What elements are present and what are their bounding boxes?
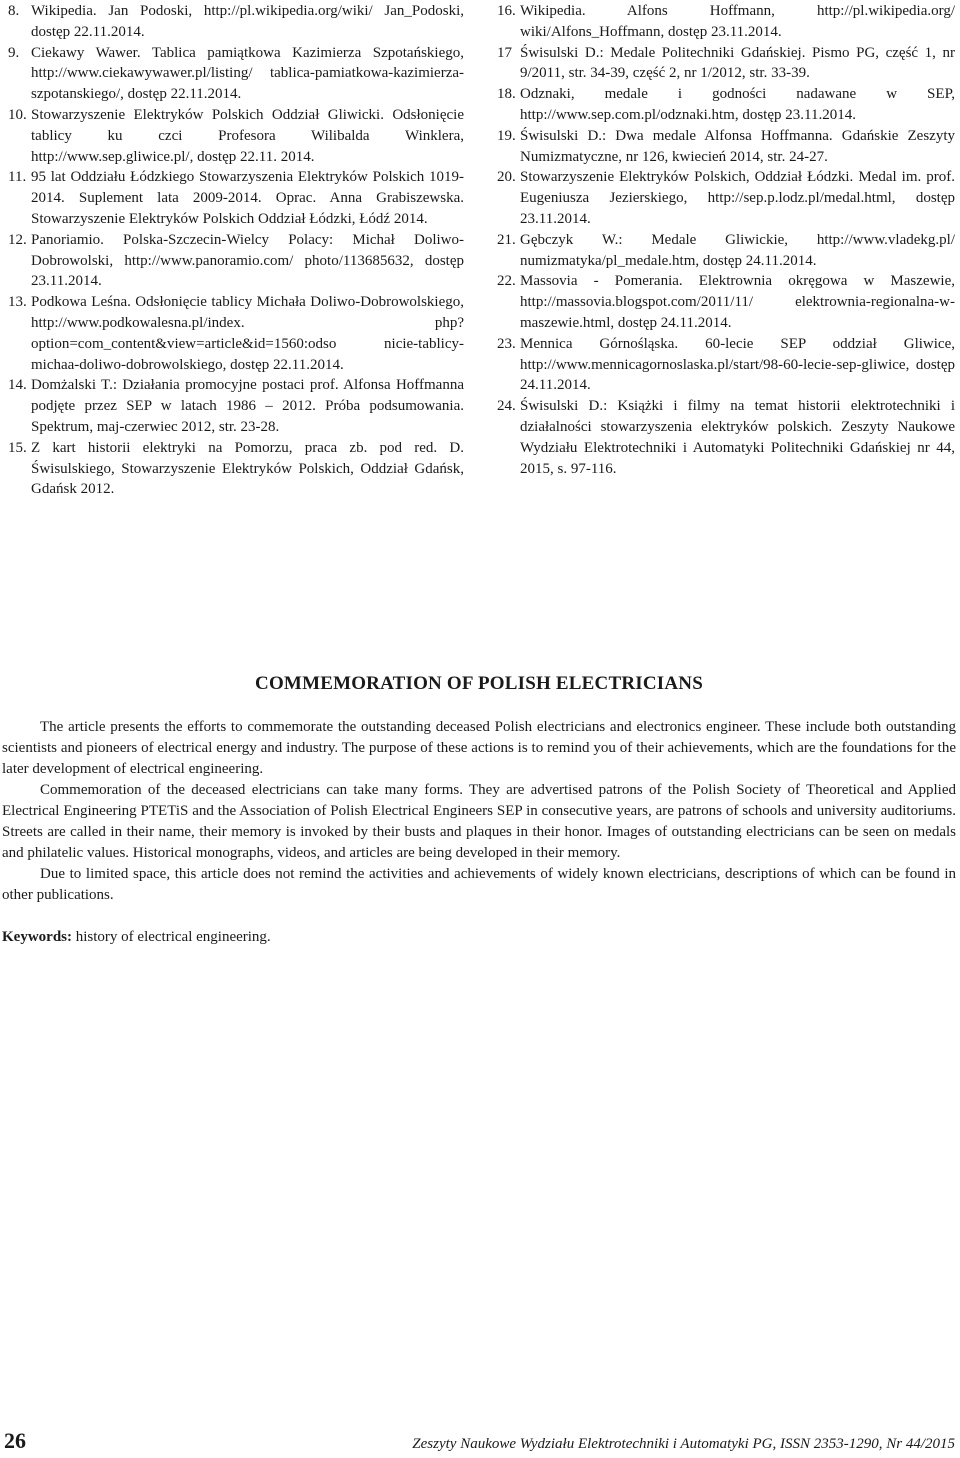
- reference-number: 8.: [8, 3, 20, 19]
- reference-number: 15.: [8, 439, 27, 456]
- reference-number: 21.: [497, 231, 516, 248]
- reference-item: [8, 1, 464, 43]
- abstract-title: COMMEMORATION OF POLISH ELECTRICIANS: [255, 673, 703, 694]
- reference-item: [8, 438, 464, 500]
- reference-text: Stowarzyszenie Elektryków Polskich, Oddział Łódzki. Medal im. prof. Eugeniusza Jezierskiego, http://sep.p.lodz.pl/medal.html, dostęp 23.11.2014.: [520, 169, 955, 227]
- reference-text: Świsulski D.: Medale Politechniki Gdańskiej. Pismo PG, część 1, nr 9/2011, str. 34-39, część 2, nr 1/2012, str. 33-39.: [520, 44, 955, 82]
- reference-number: 19.: [497, 127, 516, 144]
- reference-item: [8, 292, 464, 375]
- reference-item: [8, 43, 464, 105]
- reference-number: 12.: [8, 231, 27, 248]
- reference-text: Mennica Górnośląska. 60-lecie SEP oddział Gliwice, http://www.mennicagornoslaska.pl/start/98-60-lecie-sep-gliwice, dostęp 24.11.2014.: [520, 335, 955, 394]
- reference-item: [8, 105, 464, 167]
- keywords-text: history of electrical engineering.: [72, 929, 271, 945]
- page-number: 26: [4, 1428, 26, 1453]
- reference-item: [497, 1, 955, 43]
- reference-item: [497, 271, 955, 333]
- reference-item: [497, 396, 955, 479]
- reference-number: 14.: [8, 377, 27, 394]
- reference-number: 13.: [8, 294, 27, 311]
- reference-number: 23.: [497, 335, 516, 352]
- journal-citation: Zeszyty Naukowe Wydziału Elektrotechniki i Automatyki PG, ISSN 2353-1290, Nr 44/2015: [412, 1436, 955, 1452]
- reference-number: 22.: [497, 273, 516, 290]
- references-column-left: [8, 1, 464, 500]
- reference-text: Domżalski T.: Działania promocyjne postaci prof. Alfonsa Hoffmanna podjęte przez SEP w latach 1986 – 2012. Próba podsumowania. Spektrum, maj-czerwiec 2012, str. 23-28.: [31, 377, 464, 435]
- reference-text: Ciekawy Wawer. Tablica pamiątkowa Kazimierza Szpotańskiego, http://www.ciekawywawer.pl/listing/ tablica-pamiatkowa-kazimierza-szpotanskiego/, dostęp 22.11.2014.: [31, 44, 464, 103]
- reference-item: [497, 126, 955, 168]
- references-section: [0, 0, 960, 640]
- reference-text: 95 lat Oddziału Łódzkiego Stowarzyszenia Elektryków Polskich 1019-2014. Suplement lata 2009-2014. Oprac. Anna Grabiszewska. Stowarzyszenie Elektryków Polskich Oddział Łódzki, Łódź 2014.: [31, 169, 464, 227]
- reference-item: [8, 375, 464, 437]
- keywords-label: Keywords:: [2, 929, 72, 945]
- keywords-line: [2, 927, 956, 948]
- reference-text: Z kart historii elektryki na Pomorzu, praca zb. pod red. D. Świsulskiego, Stowarzyszenie Elektryków Polskich, Oddział Gdańsk, Gdańsk 2012.: [31, 439, 464, 498]
- abstract-paragraph: Commemoration of the deceased electricians can take many forms. They are advertised patrons of the Polish Society of Theoretical and Applied Electrical Engineering PTETiS and the Association of Polish Electrical Engineers SEP in consecutive years, are patrons of schools and university auditoriums. Streets are called in their name, their memory is invoked by their busts and plaques in their honor. Images of outstanding electricians can be seen on medals and philatelic values. Historical monographs, videos, and articles are being developed in their memory.: [2, 782, 956, 861]
- reference-number: 20.: [497, 169, 516, 186]
- english-abstract: [2, 670, 956, 948]
- reference-text: Gębczyk W.: Medale Gliwickie, http://www.vladekg.pl/ numizmatyka/pl_medale.htm, dostęp 24.11.2014.: [520, 231, 955, 269]
- reference-text: Odznaki, medale i godności nadawane w SEP, http://www.sep.com.pl/odznaki.htm, dostęp 23.11.2014.: [520, 86, 955, 123]
- reference-item: [497, 84, 955, 126]
- reference-text: Świsulski D.: Książki i filmy na temat historii elektrotechniki i działalności stowarzyszenia elektryków polskich. Zeszyty Naukowe Wydziału Elektrotechniki i Automatyki Politechniki Gdańskiej nr 44, 2015, s. 97-116.: [520, 398, 955, 477]
- reference-item: [497, 230, 955, 272]
- references-column-right: [497, 1, 955, 479]
- reference-number: 17: [497, 44, 512, 61]
- reference-item: [497, 167, 955, 229]
- abstract-paragraph: The article presents the efforts to commemorate the outstanding deceased Polish electricians and electronics engineer. These include both outstanding scientists and pioneers of electrical energy and industry. The purpose of these actions is to remind you of their achievements, which are the foundations for the later development of electrical engineering.: [2, 719, 956, 777]
- reference-number: 9.: [8, 44, 20, 61]
- reference-text: Świsulski D.: Dwa medale Alfonsa Hoffmanna. Gdańskie Zeszyty Numizmatyczne, nr 126, kwiecień 2014, str. 24-27.: [520, 127, 955, 165]
- reference-text: Wikipedia. Alfons Hoffmann, http://pl.wikipedia.org/ wiki/Alfons_Hoffmann, dostęp 23.11.2014.: [520, 3, 955, 40]
- reference-item: [497, 334, 955, 396]
- reference-text: Podkowa Leśna. Odsłonięcie tablicy Michała Doliwo-Dobrowolskiego, http://www.podkowalesna.pl/index. php?option=com_content&view=article&id=1560:odso nicie-tablicy-michaa-doliwo-dobrowolskiego, dostęp 22.11.2014.: [31, 294, 464, 373]
- page-footer: [0, 1428, 960, 1454]
- reference-item: [8, 230, 464, 292]
- reference-text: Wikipedia. Jan Podoski, http://pl.wikipedia.org/wiki/ Jan_Podoski, dostęp 22.11.2014.: [31, 3, 464, 40]
- reference-number: 18.: [497, 86, 516, 103]
- reference-item: [8, 167, 464, 229]
- reference-text: Stowarzyszenie Elektryków Polskich Oddział Gliwicki. Odsłonięcie tablicy ku czci Profesora Wilibalda Winklera, http://www.sep.gliwice.pl/, dostęp 22.11. 2014.: [31, 106, 464, 165]
- reference-text: Massovia - Pomerania. Elektrownia okręgowa w Maszewie, http://massovia.blogspot.com/2011/11/ elektrownia-regionalna-w-maszewie.html, dostęp 24.11.2014.: [520, 273, 955, 331]
- reference-number: 10.: [8, 106, 27, 123]
- reference-number: 24.: [497, 398, 516, 415]
- reference-number: 16.: [497, 3, 516, 19]
- reference-item: [497, 43, 955, 85]
- reference-number: 11.: [8, 169, 27, 186]
- abstract-paragraph: Due to limited space, this article does not remind the activities and achievements of widely known electricians, descriptions of which can be found in other publications.: [2, 866, 956, 903]
- reference-text: Panoriamio. Polska-Szczecin-Wielcy Polacy: Michał Doliwo-Dobrowolski, http://www.panoramio.com/ photo/113685632, dostęp 23.11.2014.: [31, 231, 464, 290]
